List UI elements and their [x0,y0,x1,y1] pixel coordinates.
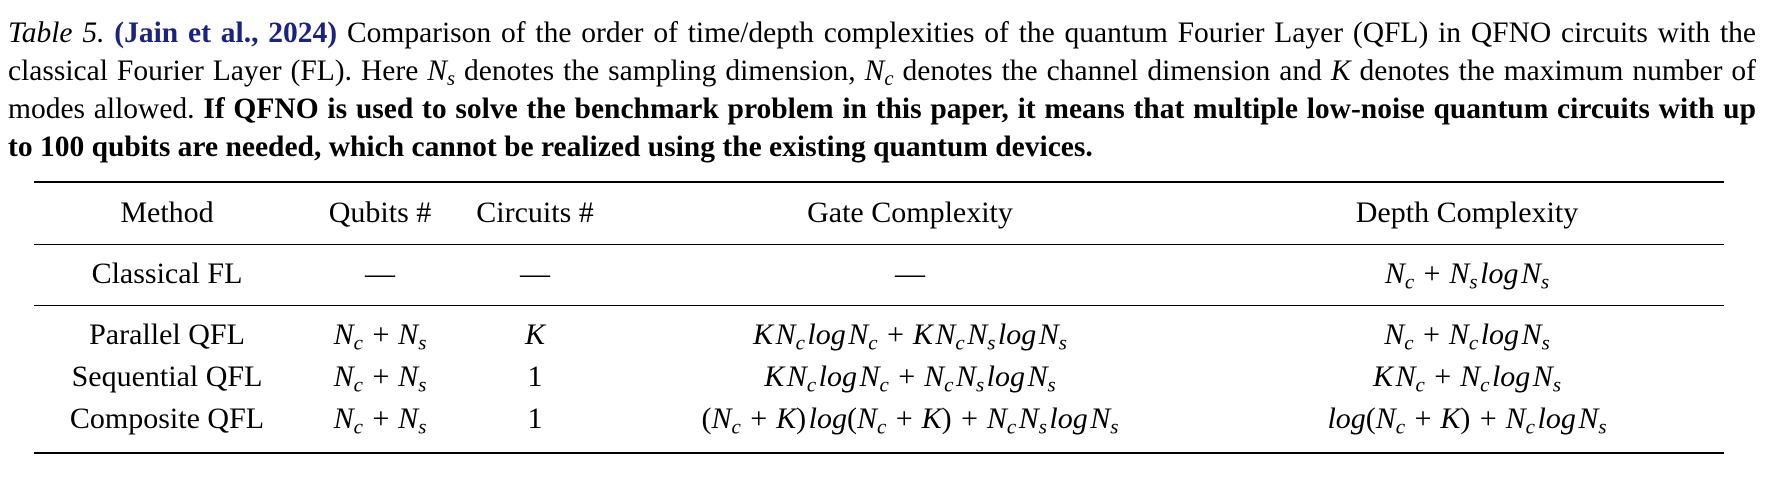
symbol-k: K [1330,55,1351,87]
symbol-nc: $N_c$ [864,55,894,91]
cell-gate: — [895,257,925,290]
cell-method: Parallel QFL [89,318,245,351]
table-row [34,398,1724,440]
cell-depth: K $N_c$ + $N_c$ log $N_s$ [1372,360,1561,397]
table-header [34,190,1724,236]
caption-text-2: denotes the sampling dimension, [455,55,865,87]
table-label: Table 5. [8,17,105,49]
table-row [34,356,1724,398]
header-qubits: Qubits # [328,196,432,229]
caption-text-4: denotes the maximum number of modes allowed. [8,55,1756,125]
header-gate-complexity: Gate Complexity [807,196,1013,229]
cell-qubits: $N_c$ + $N_s$ [333,402,427,439]
cell-qubits: $N_c$ + $N_s$ [333,360,427,397]
cell-gate: ($N_c$ + K) $\log(N_c$ + K) + $N_c$ $N_s$ log $N_s$ [701,402,1119,439]
cell-gate: K $N_c$ log $N_c$ + $N_c$ $N_s$ log $N_s$ [764,360,1056,397]
table-caption [8,14,1756,166]
header-rule [34,244,1724,245]
section-rule [34,305,1724,306]
cell-gate: K $N_c$ log $N_c$ + K $N_c$ $N_s$ log $N_s$ [753,318,1067,355]
header-method: Method [120,196,214,229]
citation-link[interactable]: (Jain et al., 2024) [114,17,338,49]
table-row [34,314,1724,356]
cell-qubits: — [365,257,395,290]
cell-circuits: — [520,257,550,290]
symbol-ns: $N_s$ [427,55,456,91]
table-classical-section [34,251,1724,297]
caption-text-1: Comparison of the order of time/depth complexities of the quantum Fourier Layer (QFL) in QFNO circuits with the classical Fourier Layer (FL). Here [8,17,1756,87]
caption-text-3: denotes the channel dimension and [893,55,1331,87]
cell-depth: $N_c$ + $N_c$ log $N_s$ [1384,318,1550,355]
cell-method: Composite QFL [69,402,265,435]
cell-depth: $\log(N_c$ + K) + $N_c$ log $N_s$ [1327,402,1607,439]
cell-circuits: 1 [527,360,543,393]
cell-circuits: K [524,318,545,351]
cell-method: Sequential QFL [71,360,263,393]
table-row [34,251,1724,297]
header-depth-complexity: Depth Complexity [1355,196,1579,229]
cell-method: Classical FL [91,257,243,290]
top-rule [34,181,1724,183]
bottom-rule [34,452,1724,454]
caption-bold-text: If QFNO is used to solve the benchmark problem in this paper, it means that multiple low-noise quantum circuits with up to 100 qubits are needed, which cannot be realized using the existing quantum devices. [8,93,1756,163]
header-circuits: Circuits # [476,196,594,229]
cell-qubits: $N_c$ + $N_s$ [333,318,427,355]
cell-depth: $N_c$ + $N_s$ log $N_s$ [1384,257,1550,294]
table-quantum-section [34,314,1724,440]
cell-circuits: 1 [527,402,543,435]
